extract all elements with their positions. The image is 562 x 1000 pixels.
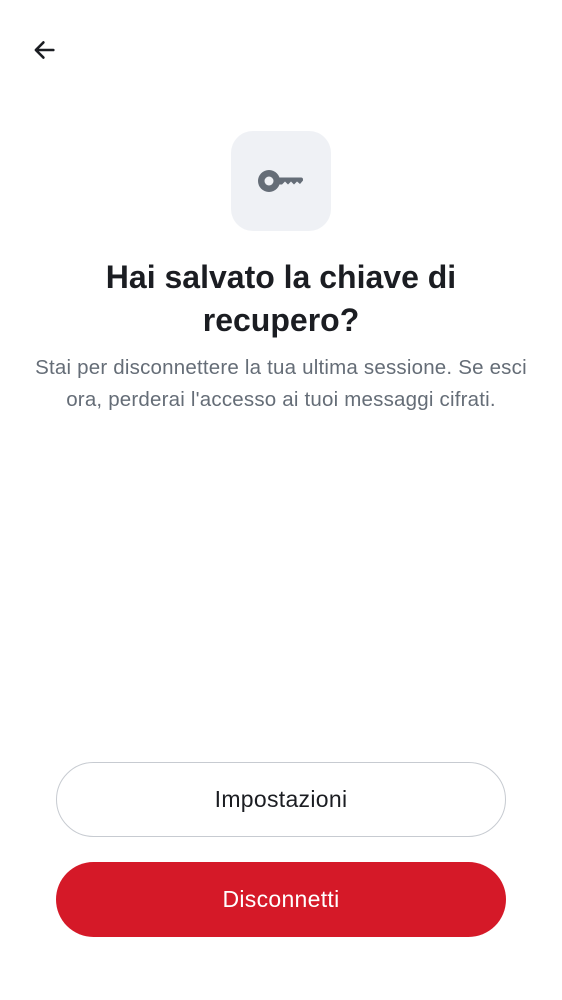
settings-button[interactable]: Impostazioni — [56, 762, 506, 837]
page-title: Hai salvato la chiave di recupero? — [105, 259, 457, 338]
arrow-left-icon — [30, 36, 58, 64]
back-button[interactable] — [22, 28, 66, 72]
sign-out-button[interactable]: Disconnetti — [56, 862, 506, 937]
key-icon-tile — [231, 131, 331, 231]
key-icon — [257, 166, 305, 196]
page-description: Stai per disconnettere la tua ultima sessione. Se esci ora, perderai l'accesso ai tuoi messaggi cifrati. — [35, 356, 527, 411]
